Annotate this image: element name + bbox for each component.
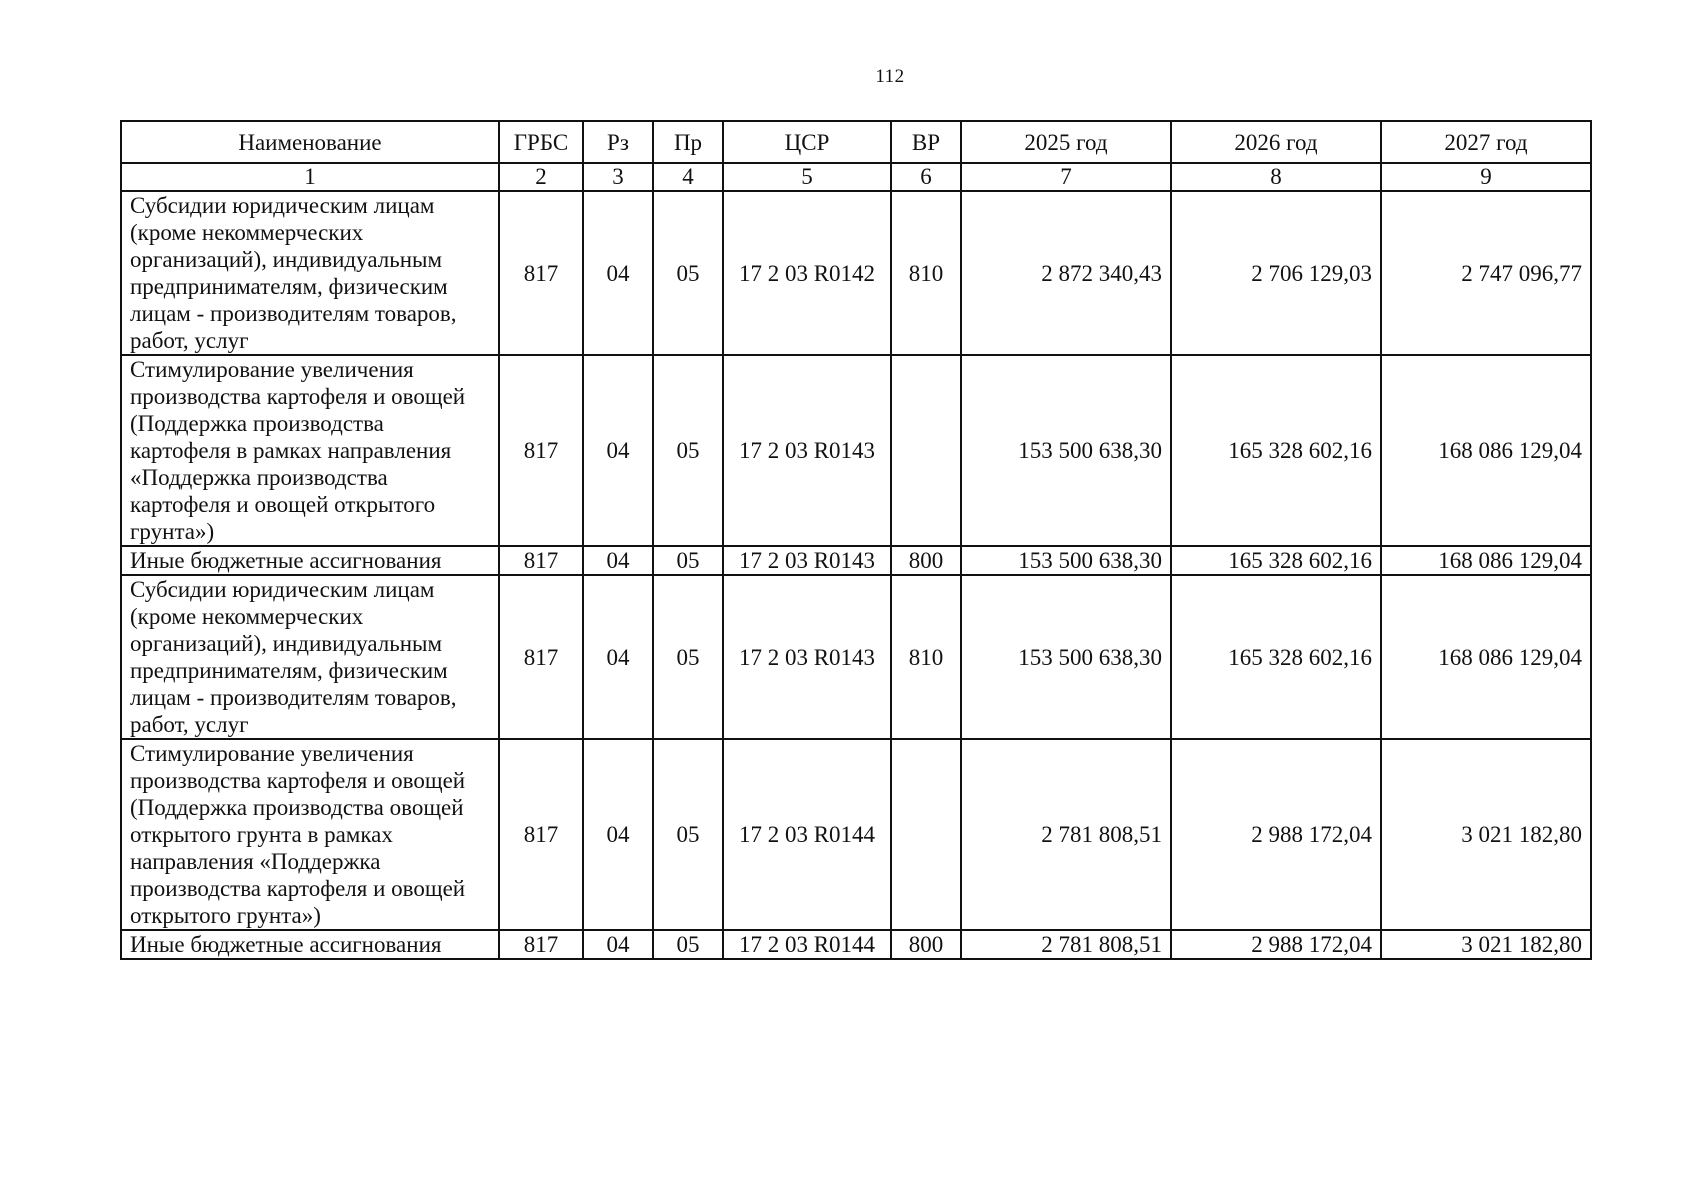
column-number: 5 xyxy=(723,163,891,191)
row-grbs: 817 xyxy=(499,930,583,959)
header-pr: Пр xyxy=(653,121,723,163)
row-amount-2025: 153 500 638,30 xyxy=(961,355,1171,546)
row-rz: 04 xyxy=(583,191,653,355)
header-2025: 2025 год xyxy=(961,121,1171,163)
row-amount-2027: 168 086 129,04 xyxy=(1381,546,1591,575)
row-rz: 04 xyxy=(583,930,653,959)
row-vr: 810 xyxy=(891,575,961,739)
row-amount-2027: 3 021 182,80 xyxy=(1381,930,1591,959)
column-number: 3 xyxy=(583,163,653,191)
row-name: Стимулирование увеличения производства картофеля и овощей (Поддержка производства картофеля в рамках направления «Поддержка производства картофеля и овощей открытого грунта») xyxy=(121,355,499,546)
column-number: 7 xyxy=(961,163,1171,191)
header-grbs: ГРБС xyxy=(499,121,583,163)
column-number: 1 xyxy=(121,163,499,191)
table-row xyxy=(121,355,1591,546)
row-name: Субсидии юридическим лицам (кроме некоммерческих организаций), индивидуальным предпринимателям, физическим лицам - производителям товаров, работ, услуг xyxy=(121,191,499,355)
row-csr: 17 2 03 R0143 xyxy=(723,355,891,546)
row-grbs: 817 xyxy=(499,355,583,546)
row-csr: 17 2 03 R0143 xyxy=(723,546,891,575)
row-rz: 04 xyxy=(583,575,653,739)
column-number: 6 xyxy=(891,163,961,191)
row-grbs: 817 xyxy=(499,191,583,355)
row-amount-2026: 165 328 602,16 xyxy=(1171,546,1381,575)
page-number: 112 xyxy=(875,66,905,87)
header-csr: ЦСР xyxy=(723,121,891,163)
column-number: 2 xyxy=(499,163,583,191)
row-vr: 800 xyxy=(891,546,961,575)
row-name: Стимулирование увеличения производства картофеля и овощей (Поддержка производства овощей открытого грунта в рамках направления «Поддержка производства картофеля и овощей открытого грунта») xyxy=(121,739,499,930)
header-2026: 2026 год xyxy=(1171,121,1381,163)
table-row xyxy=(121,546,1591,575)
row-vr: 800 xyxy=(891,930,961,959)
row-vr xyxy=(891,355,961,546)
row-csr: 17 2 03 R0142 xyxy=(723,191,891,355)
column-number: 9 xyxy=(1381,163,1591,191)
row-pr: 05 xyxy=(653,355,723,546)
budget-table xyxy=(120,120,1592,960)
row-amount-2026: 165 328 602,16 xyxy=(1171,355,1381,546)
row-amount-2025: 2 781 808,51 xyxy=(961,739,1171,930)
header-2027: 2027 год xyxy=(1381,121,1591,163)
row-rz: 04 xyxy=(583,739,653,930)
row-pr: 05 xyxy=(653,930,723,959)
row-amount-2025: 2 781 808,51 xyxy=(961,930,1171,959)
row-amount-2026: 2 706 129,03 xyxy=(1171,191,1381,355)
row-amount-2026: 2 988 172,04 xyxy=(1171,739,1381,930)
row-amount-2027: 2 747 096,77 xyxy=(1381,191,1591,355)
column-number: 8 xyxy=(1171,163,1381,191)
row-name: Иные бюджетные ассигнования xyxy=(121,930,499,959)
row-amount-2026: 165 328 602,16 xyxy=(1171,575,1381,739)
row-vr xyxy=(891,739,961,930)
row-name: Субсидии юридическим лицам (кроме некоммерческих организаций), индивидуальным предпринимателям, физическим лицам - производителям товаров, работ, услуг xyxy=(121,575,499,739)
row-grbs: 817 xyxy=(499,575,583,739)
row-rz: 04 xyxy=(583,355,653,546)
row-pr: 05 xyxy=(653,575,723,739)
table-row xyxy=(121,191,1591,355)
row-pr: 05 xyxy=(653,739,723,930)
row-vr: 810 xyxy=(891,191,961,355)
row-amount-2025: 2 872 340,43 xyxy=(961,191,1171,355)
row-grbs: 817 xyxy=(499,739,583,930)
row-csr: 17 2 03 R0144 xyxy=(723,739,891,930)
column-number: 4 xyxy=(653,163,723,191)
row-pr: 05 xyxy=(653,191,723,355)
header-name: Наименование xyxy=(121,121,499,163)
header-vr: ВР xyxy=(891,121,961,163)
row-amount-2027: 168 086 129,04 xyxy=(1381,575,1591,739)
row-pr: 05 xyxy=(653,546,723,575)
row-csr: 17 2 03 R0143 xyxy=(723,575,891,739)
header-row xyxy=(121,121,1591,163)
header-rz: Рз xyxy=(583,121,653,163)
column-number-row xyxy=(121,163,1591,191)
row-grbs: 817 xyxy=(499,546,583,575)
row-amount-2027: 3 021 182,80 xyxy=(1381,739,1591,930)
row-rz: 04 xyxy=(583,546,653,575)
table-row xyxy=(121,739,1591,930)
row-amount-2027: 168 086 129,04 xyxy=(1381,355,1591,546)
row-csr: 17 2 03 R0144 xyxy=(723,930,891,959)
table-row xyxy=(121,575,1591,739)
row-amount-2025: 153 500 638,30 xyxy=(961,546,1171,575)
row-amount-2026: 2 988 172,04 xyxy=(1171,930,1381,959)
row-amount-2025: 153 500 638,30 xyxy=(961,575,1171,739)
table-row xyxy=(121,930,1591,959)
row-name: Иные бюджетные ассигнования xyxy=(121,546,499,575)
